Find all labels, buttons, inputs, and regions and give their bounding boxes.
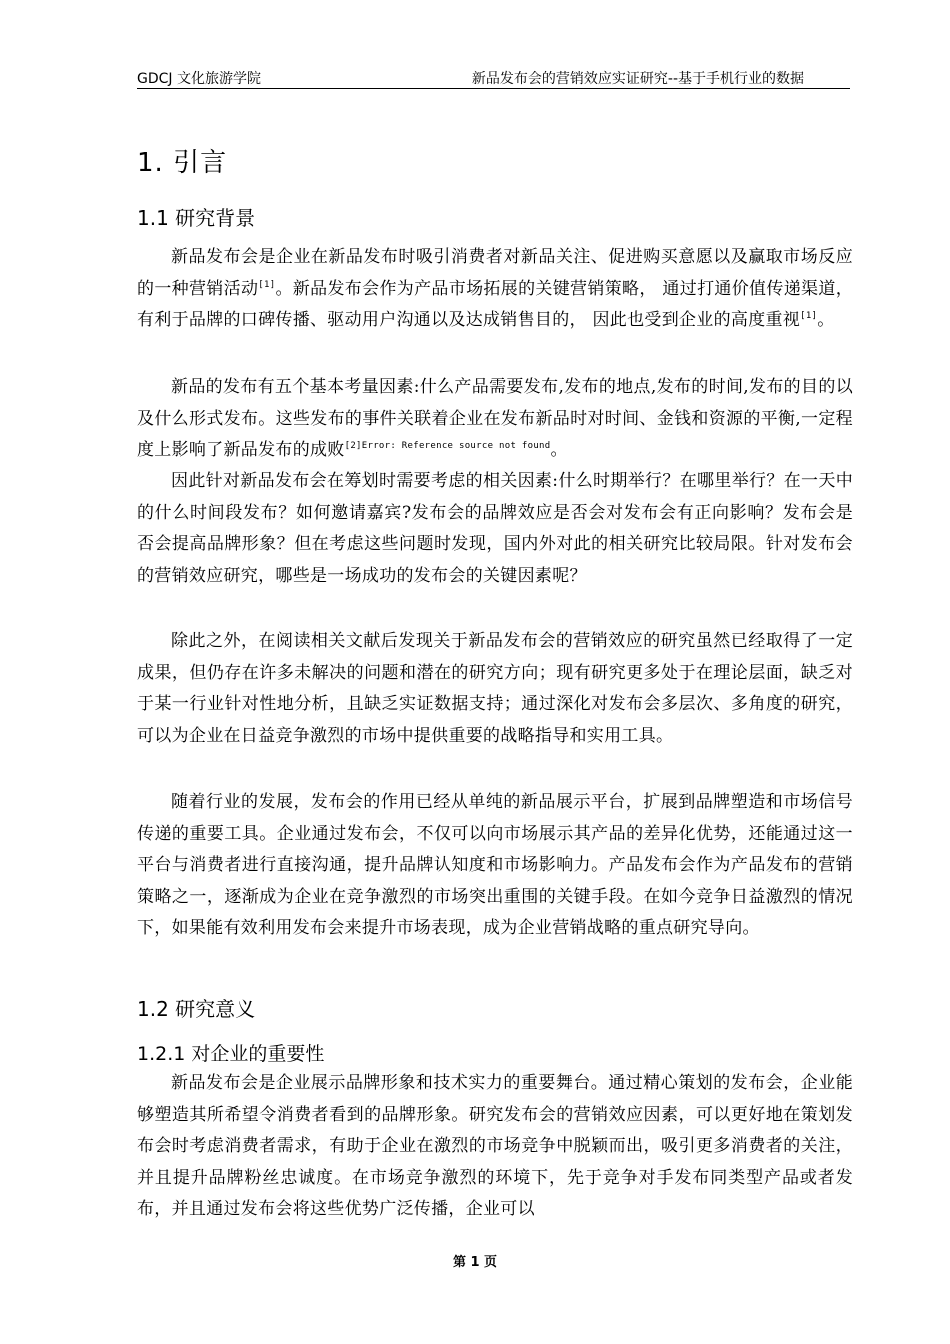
header-school: GDCJ 文化旅游学院 (137, 71, 261, 87)
section-heading-1-2-1: 1.2.1 对企业的重要性 (137, 1043, 325, 1065)
paragraph-background-2: 新品的发布有五个基本考量因素:什么产品需要发布,发布的地点,发布的时间,发布的目的以及什么形式发布。这些发布的事件关联着企业在发布新品时对时间、金钱和资源的平衡,一定程度上影响了新品发布的成败$^{[2]Error: Reference source not found}$。 (137, 377, 853, 460)
header-title: 新品发布会的营销效应实证研究--基于手机行业的数据 (471, 71, 804, 87)
page-number: 第 1 页 (452, 1255, 498, 1270)
page-header (137, 66, 850, 89)
paragraph-background-4: 除此之外，在阅读相关文献后发现关于新品发布会的营销效应的研究虽然已经取得了一定成果，但仍存在许多未解决的问题和潜在的研究方向；现有研究更多处于在理论层面，缺乏对于某一行业针对性地分析，且缺乏实证数据支持；通过深化对发布会多层次、多角度的研究，可以为企业在日益竞争激烈的市场中提供重要的战略指导和实用工具。 (137, 631, 853, 746)
paragraph-background-5: 随着行业的发展，发布会的作用已经从单纯的新品展示平台，扩展到品牌塑造和市场信号传递的重要工具。企业通过发布会，不仅可以向市场展示其产品的差异化优势，还能通过这一平台与消费者进行直接沟通，提升品牌认知度和市场影响力。产品发布会作为产品发布的营销策略之一，逐渐成为企业在竞争激烈的市场突出重围的关键手段。在如今竞争日益激烈的情况下，如果能有效利用发布会来提升市场表现，成为企业营销战略的重点研究导向。 (137, 792, 853, 938)
section-heading-1-1: 1.1 研究背景 (137, 206, 256, 230)
citation-ref: [2]Error: Reference source not found (344, 441, 551, 451)
citation-ref: [1] (258, 279, 276, 290)
paragraph-background-1: 新品发布会是企业在新品发布时吸引消费者对新品关注、促进购买意愿以及赢取市场反应的一种营销活动[1]。新品发布会作为产品市场拓展的关键营销策略， 通过打通价值传递渠道，有利于品牌的口碑传播、驱动用户沟通以及达成销售目的， 因此也受到企业的高度重视[1]。 (137, 247, 853, 330)
section-heading-1: 1. 引言 (137, 148, 228, 178)
paragraph-importance-1: 新品发布会是企业展示品牌形象和技术实力的重要舞台。通过精心策划的发布会，企业能够塑造其所希望令消费者看到的品牌形象。研究发布会的营销效应因素，可以更好地在策划发布会时考虑消费者需求，有助于企业在激烈的市场竞争中脱颖而出，吸引更多消费者的关注，并且提升品牌粉丝忠诚度。在市场竞争激烈的环境下，先于竞争对手发布同类型产品或者发布，并且通过发布会将这些优势广泛传播，企业可以 (137, 1073, 853, 1219)
citation-ref: [1] (800, 311, 818, 321)
paragraph-background-3: 因此针对新品发布会在筹划时需要考虑的相关因素:什么时期举行？在哪里举行？在一天中的什么时间段发布？如何邀请嘉宾?发布会的品牌效应是否会对发布会有正向影响？发布会是否会提高品牌形象？但在考虑这些问题时发现，国内外对此的相关研究比较局限。针对发布会的营销效应研究，哪些是一场成功的发布会的关键因素呢？ (137, 471, 853, 586)
section-heading-1-2: 1.2 研究意义 (137, 997, 256, 1021)
